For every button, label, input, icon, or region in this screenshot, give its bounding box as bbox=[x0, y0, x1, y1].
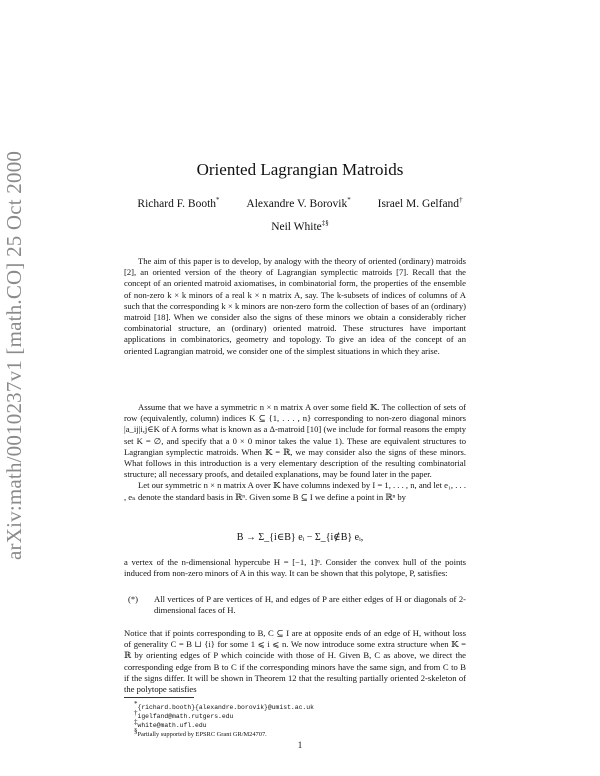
author-2: Alexandre V. Borovik* bbox=[246, 196, 351, 210]
item-marker: (*) bbox=[128, 594, 139, 604]
author-4: Neil White‡§ bbox=[271, 219, 329, 233]
paragraph-2-text: Assume that we have a symmetric n × n matrix A over some field 𝕂. The collection of sets of row (equivalently, column) indices K ⊆ {1, . . . , n} corresponding to non-zero diagonal minors |a_ij|i,j∈K of A forms what is known as a Δ-matroid [10] (we include for formal reasons the empty set K = ∅, and specify that a 0 × 0 minor takes the value 1). These are equivalent structures to Lagrangian symplectic matroids. When 𝕂 = ℝ, we may consider also the signs of these minors. What follows in this introduction is a very elementary description of the resulting combinatorial structure; all necessary proofs, and detailed explanations, may be found later in the paper. bbox=[124, 402, 466, 480]
footnote-3: ‡white@math.ufl.edu bbox=[134, 718, 207, 730]
author-list-line2 bbox=[0, 219, 600, 233]
page-number: 1 bbox=[297, 740, 303, 750]
paragraph-2b-text: Let our symmetric n × n matrix A over 𝕂 have columns indexed by I = 1, . . . , n, and let e₁, . . . , eₙ denote the standard basis in ℝⁿ. Given some B ⊆ I we define a point in ℝⁿ by bbox=[124, 480, 466, 502]
intro-paragraph-1: The aim of this paper is to develop, by analogy with the theory of oriented (ordinary) matroids [2], an oriented version of the theory of Lagrangian symplectic matroids [7]. Recall that the concept of an oriented matroid axiomatises, in combinatorial form, the properties of the ensemble of non-zero k × k minors of a real k × n matrix A, say. The k-subsets of indices of columns of A such that the corresponding k × k minors are non-zero form the collection of bases of an (ordinary) matroid [18]. When we consider also the signs of these minors we obtain a considerably richer combinatorial structure, an (ordinary) oriented matroid. These structures have important applications in combinatorics, geometry and topology. To give an idea of the concept of an oriented Lagrangian matroid, we consider one of the simplest situations in which they arise. bbox=[124, 256, 466, 356]
display-formula: B → Σ_{i∈B} eᵢ − Σ_{i∉B} eᵢ, bbox=[236, 532, 364, 543]
intro-paragraph-3: a vertex of the n-dimensional hypercube H = [−1, 1]ⁿ. Consider the convex hull of the points induced from non-zero minors of A in this way. It can be shown that this polytope, P, satisfies: bbox=[124, 557, 466, 579]
intro-paragraph-2 bbox=[124, 402, 466, 503]
property-item bbox=[124, 594, 466, 616]
author-list bbox=[0, 196, 600, 210]
paper-title: Oriented Lagrangian Matroids bbox=[196, 160, 404, 179]
author-1: Richard F. Booth* bbox=[137, 196, 220, 210]
footnote-4: §Partially supported by EPSRC Grant GR/M24707. bbox=[134, 727, 267, 739]
footnote-rule bbox=[124, 697, 194, 698]
author-3: Israel M. Gelfand† bbox=[377, 196, 463, 210]
item-text: All vertices of P are vertices of H, and edges of P are either edges of H or diagonals of 2-dimensional faces of H. bbox=[154, 594, 466, 616]
arxiv-identifier: arXiv:math/0010237v1 [math.CO] 25 Oct 2000 bbox=[2, 150, 26, 560]
footnote-2: †igelfand@math.rutgers.edu bbox=[134, 709, 234, 721]
intro-paragraph-4: Notice that if points corresponding to B, C ⊆ I are at opposite ends of an edge of H, without loss of generality C = B ⊔ {i} for some 1 ⩽ i ⩽ n. We now introduce some extra structure when 𝕂 = ℝ by orienting edges of P which coincide with those of H. Given B, C as above, we direct the corresponding edge from B to C if the corresponding minors have the same sign, and from C to B if the signs differ. It will be shown in Theorem 12 that the resulting partially oriented 2-skeleton of the polytope satisfies bbox=[124, 628, 466, 695]
footnote-1: *{richard.booth}{alexandre.borovik}@umist.ac.uk bbox=[134, 700, 314, 712]
